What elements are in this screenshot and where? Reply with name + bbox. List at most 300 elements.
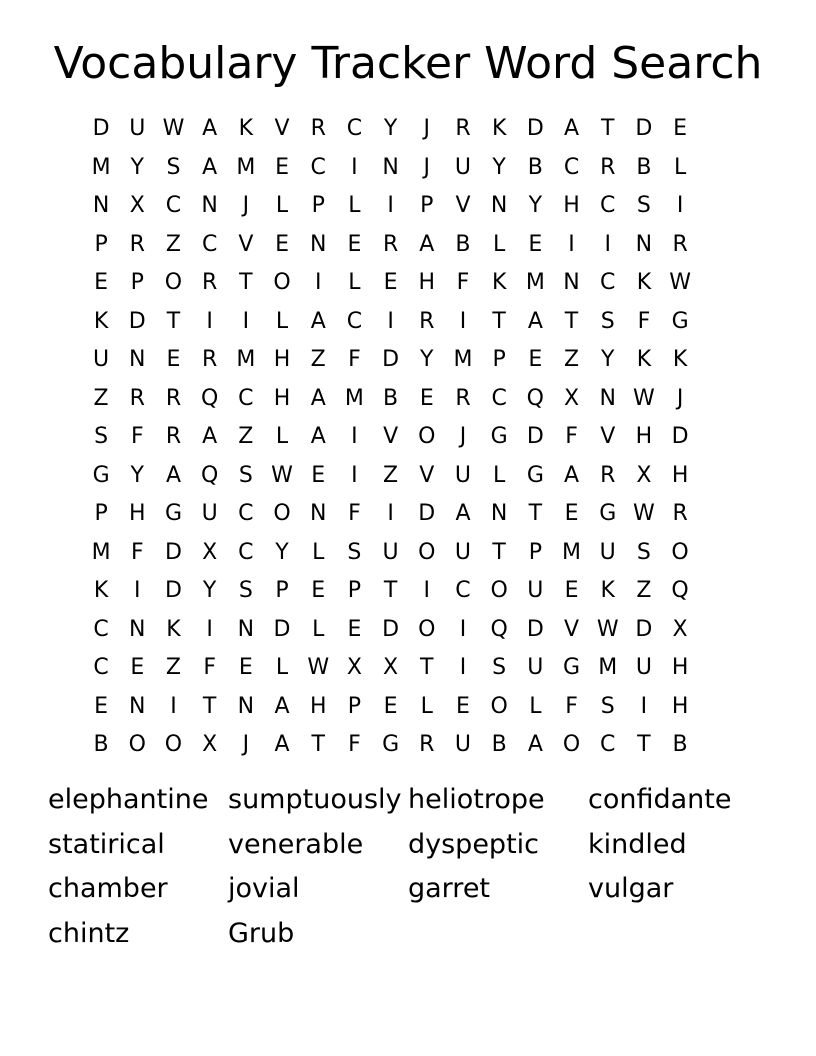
grid-letter: E <box>311 578 326 604</box>
grid-letter: R <box>202 270 218 296</box>
grid-letter: E <box>673 116 688 142</box>
grid-letter: P <box>492 347 506 373</box>
grid-letter: N <box>309 501 327 527</box>
grid-letter: K <box>238 116 254 142</box>
grid-letter: C <box>93 616 109 642</box>
grid-letter: A <box>310 385 326 411</box>
grid-letter: N <box>382 154 399 180</box>
grid-letter: A <box>274 732 290 758</box>
grid-letter: V <box>600 424 616 450</box>
grid-letter: A <box>527 308 543 334</box>
grid-letter: E <box>275 154 289 180</box>
grid-letter: J <box>676 385 684 411</box>
grid-letter: T <box>383 578 398 604</box>
grid-letter: P <box>275 578 289 604</box>
grid-letter: E <box>166 347 181 373</box>
grid-letter: D <box>128 308 146 334</box>
grid-letter: H <box>129 501 146 527</box>
grid-letter: U <box>93 347 110 373</box>
grid-letter: F <box>130 424 144 450</box>
grid-letter: D <box>382 347 400 373</box>
grid-letter: L <box>312 539 325 565</box>
word-list-item: Grub <box>228 917 295 949</box>
grid-letter: O <box>273 270 291 296</box>
grid-letter: T <box>600 116 615 142</box>
grid-letter: R <box>455 116 471 142</box>
grid-row <box>83 534 733 573</box>
grid-letter: S <box>238 578 253 604</box>
grid-letter: T <box>492 539 506 565</box>
grid-letter: N <box>129 616 146 642</box>
grid-letter: C <box>600 270 616 296</box>
grid-letter: I <box>387 308 394 334</box>
grid-letter: G <box>382 732 400 758</box>
grid-letter: E <box>456 693 470 719</box>
word-list-item: chamber <box>48 873 168 904</box>
grid-letter: Z <box>238 424 254 450</box>
grid-letter: I <box>387 193 394 219</box>
grid-letter: R <box>202 347 218 373</box>
word-list-item: chintz <box>48 917 130 949</box>
grid-letter: E <box>383 693 398 719</box>
grid-letter: I <box>459 308 467 334</box>
grid-letter: Y <box>600 347 615 373</box>
grid-letter: I <box>676 193 684 219</box>
grid-letter: C <box>600 193 616 219</box>
grid-letter: Y <box>383 116 398 142</box>
grid-letter: Y <box>492 154 506 180</box>
grid-letter: Z <box>383 462 399 488</box>
grid-letter: E <box>275 231 289 257</box>
grid-letter: L <box>529 693 542 719</box>
grid-letter: E <box>94 270 109 296</box>
grid-letter: X <box>383 655 399 681</box>
grid-letter: Z <box>563 347 580 373</box>
grid-letter: Z <box>165 655 181 681</box>
grid-letter: P <box>528 539 542 565</box>
grid-row <box>83 380 733 419</box>
grid-letter: U <box>635 655 652 681</box>
grid-letter: U <box>527 578 544 604</box>
grid-letter: T <box>564 308 579 334</box>
grid-letter: W <box>633 501 655 527</box>
grid-letter: W <box>633 385 655 411</box>
grid-letter: J <box>423 116 431 142</box>
grid-letter: E <box>347 616 362 642</box>
grid-letter: X <box>563 385 580 411</box>
grid-letter: P <box>94 231 108 257</box>
grid-letter: L <box>275 424 289 450</box>
grid-letter: A <box>564 462 580 488</box>
grid-row <box>83 495 733 534</box>
grid-letter: O <box>418 616 436 642</box>
grid-letter: I <box>459 616 467 642</box>
grid-letter: E <box>311 462 326 488</box>
grid-letter: B <box>93 732 109 758</box>
grid-letter: K <box>491 116 507 142</box>
grid-letter: C <box>310 154 326 180</box>
grid-letter: E <box>564 501 579 527</box>
word-list-item: sumptuously <box>228 784 402 815</box>
grid-letter: R <box>600 462 616 488</box>
grid-letter: C <box>600 732 616 758</box>
grid-letter: R <box>672 501 688 527</box>
grid-letter: O <box>562 732 581 758</box>
grid-letter: B <box>527 154 543 180</box>
grid-letter: A <box>165 462 181 488</box>
grid-letter: T <box>420 655 434 681</box>
grid-letter: M <box>344 385 364 411</box>
grid-letter: N <box>490 193 508 219</box>
grid-letter: D <box>164 578 182 604</box>
grid-letter: Y <box>202 578 217 604</box>
grid-letter: F <box>348 347 361 373</box>
grid-letter: M <box>91 539 111 565</box>
grid-letter: L <box>673 154 687 180</box>
grid-letter: D <box>635 116 653 142</box>
grid-letter: M <box>562 539 582 565</box>
grid-letter: I <box>134 578 141 604</box>
grid-letter: V <box>564 616 580 642</box>
grid-letter: E <box>383 270 398 296</box>
grid-letter: A <box>202 424 218 450</box>
grid-letter: H <box>418 270 436 296</box>
grid-letter: G <box>490 424 508 450</box>
grid-letter: T <box>637 732 651 758</box>
grid-letter: X <box>672 616 688 642</box>
grid-letter: E <box>564 578 579 604</box>
grid-letter: B <box>383 385 399 411</box>
grid-letter: D <box>526 424 544 450</box>
grid-letter: E <box>419 385 434 411</box>
grid-letter: A <box>310 424 326 450</box>
grid-letter: S <box>600 693 615 719</box>
grid-letter: V <box>238 231 254 257</box>
grid-row <box>83 649 733 688</box>
grid-letter: O <box>164 270 183 296</box>
grid-letter: R <box>455 385 471 411</box>
grid-letter: U <box>599 539 616 565</box>
grid-letter: C <box>563 154 580 180</box>
grid-letter: F <box>637 308 651 334</box>
grid-letter: P <box>130 270 144 296</box>
grid-letter: R <box>165 385 182 411</box>
grid-letter: G <box>526 462 544 488</box>
grid-letter: I <box>604 231 611 257</box>
grid-letter: C <box>238 539 254 565</box>
grid-letter: L <box>420 693 433 719</box>
grid-letter: R <box>419 308 435 334</box>
grid-letter: P <box>311 193 325 219</box>
grid-letter: T <box>239 270 253 296</box>
grid-letter: G <box>671 308 689 334</box>
grid-letter: P <box>347 578 362 604</box>
grid-letter: O <box>164 732 183 758</box>
grid-row <box>83 110 733 149</box>
grid-letter: Z <box>310 347 326 373</box>
grid-letter: J <box>423 154 431 180</box>
grid-letter: U <box>201 501 218 527</box>
grid-letter: I <box>640 693 648 719</box>
grid-letter: U <box>454 462 472 488</box>
grid-letter: Q <box>490 616 508 642</box>
grid-letter: U <box>527 655 544 681</box>
grid-letter: R <box>672 231 688 257</box>
grid-letter: J <box>242 732 250 758</box>
grid-letter: A <box>310 308 326 334</box>
grid-letter: L <box>275 308 289 334</box>
grid-letter: D <box>92 116 110 142</box>
grid-letter: I <box>351 424 358 450</box>
grid-letter: I <box>351 462 358 488</box>
word-list-item: statirical <box>48 828 165 860</box>
grid-letter: D <box>671 424 689 450</box>
grid-letter: C <box>238 501 254 527</box>
grid-letter: R <box>165 424 182 450</box>
grid-letter: U <box>454 154 472 180</box>
grid-row <box>83 303 733 342</box>
grid-letter: N <box>563 270 580 296</box>
grid-letter: N <box>237 616 255 642</box>
grid-letter: Z <box>165 231 181 257</box>
grid-letter: Q <box>200 385 219 411</box>
grid-letter: M <box>598 655 618 681</box>
grid-letter: R <box>419 732 435 758</box>
grid-letter: J <box>242 193 250 219</box>
grid-letter: X <box>129 193 145 219</box>
grid-letter: L <box>275 655 289 681</box>
grid-letter: Y <box>130 154 144 180</box>
grid-letter: S <box>166 154 181 180</box>
grid-row <box>83 341 733 380</box>
grid-letter: S <box>636 539 651 565</box>
grid-letter: O <box>490 578 508 604</box>
grid-letter: I <box>206 616 213 642</box>
word-list-item: dyspeptic <box>408 828 540 860</box>
grid-letter: T <box>492 308 506 334</box>
grid-letter: S <box>238 462 253 488</box>
grid-letter: B <box>491 732 507 758</box>
grid-letter: N <box>490 501 508 527</box>
word-list-item: garret <box>408 873 491 904</box>
word-list-item: vulgar <box>588 873 674 904</box>
grid-letter: D <box>418 501 436 527</box>
grid-letter: A <box>202 116 218 142</box>
grid-letter: I <box>242 308 250 334</box>
grid-letter: T <box>528 501 543 527</box>
grid-row <box>83 187 733 226</box>
grid-letter: S <box>636 193 651 219</box>
grid-letter: O <box>490 693 508 719</box>
page-title: Vocabulary Tracker Word Search <box>53 38 763 89</box>
grid-letter: I <box>170 693 177 719</box>
grid-letter: G <box>563 655 581 681</box>
grid-letter: K <box>636 347 652 373</box>
grid-letter: C <box>93 655 109 681</box>
grid-letter: H <box>635 424 653 450</box>
grid-letter: K <box>166 616 181 642</box>
grid-letter: U <box>454 732 472 758</box>
grid-letter: W <box>669 270 691 296</box>
grid-row <box>83 726 733 765</box>
grid-letter: L <box>348 270 361 296</box>
grid-letter: K <box>93 308 109 334</box>
grid-letter: R <box>129 385 145 411</box>
grid-letter: H <box>563 193 580 219</box>
grid-letter: O <box>418 539 436 565</box>
grid-letter: A <box>455 501 471 527</box>
grid-letter: M <box>91 154 111 180</box>
grid-letter: H <box>671 655 689 681</box>
grid-letter: M <box>525 270 545 296</box>
grid-letter: B <box>672 732 688 758</box>
grid-letter: J <box>459 424 467 450</box>
grid-letter: L <box>493 462 506 488</box>
grid-letter: R <box>310 116 326 142</box>
grid-letter: C <box>201 231 218 257</box>
grid-letter: I <box>351 154 358 180</box>
word-list-item: venerable <box>228 828 364 860</box>
grid-letter: H <box>671 462 689 488</box>
grid-letter: O <box>273 501 291 527</box>
grid-row <box>83 457 733 496</box>
grid-row <box>83 688 733 727</box>
grid-letter: R <box>600 154 616 180</box>
grid-letter: F <box>565 693 578 719</box>
grid-letter: H <box>309 693 327 719</box>
grid-letter: C <box>346 308 363 334</box>
grid-letter: N <box>129 347 146 373</box>
grid-letter: X <box>636 462 652 488</box>
grid-letter: Y <box>130 462 144 488</box>
grid-letter: A <box>564 116 580 142</box>
grid-letter: W <box>596 616 619 642</box>
grid-letter: C <box>165 193 182 219</box>
grid-letter: M <box>236 154 256 180</box>
grid-letter: K <box>93 578 109 604</box>
word-list <box>48 778 768 956</box>
grid-letter: B <box>636 154 652 180</box>
grid-letter: Q <box>200 462 219 488</box>
grid-letter: X <box>202 732 218 758</box>
grid-letter: X <box>202 539 218 565</box>
word-list-item: elephantine <box>48 784 209 815</box>
grid-letter: F <box>456 270 470 296</box>
grid-letter: I <box>568 231 575 257</box>
grid-letter: Y <box>528 193 543 219</box>
grid-letter: H <box>671 693 689 719</box>
grid-letter: E <box>238 655 253 681</box>
grid-letter: D <box>382 616 400 642</box>
grid-letter: C <box>455 578 471 604</box>
grid-letter: N <box>237 693 255 719</box>
grid-letter: D <box>273 616 291 642</box>
grid-letter: K <box>672 347 688 373</box>
grid-letter: D <box>526 116 544 142</box>
grid-letter: E <box>347 231 362 257</box>
grid-letter: T <box>202 693 217 719</box>
grid-letter: G <box>92 462 110 488</box>
grid-letter: U <box>454 539 472 565</box>
grid-letter: D <box>635 616 653 642</box>
grid-letter: Z <box>93 385 109 411</box>
grid-letter: S <box>600 308 615 334</box>
grid-letter: S <box>492 655 507 681</box>
grid-letter: O <box>671 539 689 565</box>
letter-grid <box>83 110 733 765</box>
grid-letter: K <box>491 270 507 296</box>
grid-letter: H <box>273 385 291 411</box>
grid-letter: A <box>202 154 218 180</box>
grid-letter: R <box>382 231 399 257</box>
grid-letter: N <box>129 693 146 719</box>
grid-letter: C <box>238 385 254 411</box>
grid-letter: N <box>92 193 110 219</box>
grid-letter: L <box>493 231 506 257</box>
grid-letter: V <box>419 462 435 488</box>
grid-letter: P <box>94 501 108 527</box>
grid-row <box>83 149 733 188</box>
grid-letter: W <box>271 462 293 488</box>
grid-letter: E <box>528 347 543 373</box>
grid-letter: C <box>346 116 363 142</box>
grid-letter: I <box>387 501 394 527</box>
grid-letter: X <box>346 655 362 681</box>
grid-letter: I <box>206 308 213 334</box>
word-list-item: heliotrope <box>408 784 545 815</box>
grid-letter: W <box>307 655 330 681</box>
grid-letter: N <box>635 231 653 257</box>
grid-letter: K <box>600 578 615 604</box>
grid-row <box>83 226 733 265</box>
grid-letter: E <box>130 655 145 681</box>
grid-letter: V <box>383 424 399 450</box>
grid-row <box>83 572 733 611</box>
grid-letter: G <box>164 501 182 527</box>
grid-letter: G <box>599 501 617 527</box>
grid-letter: F <box>348 732 361 758</box>
grid-letter: P <box>420 193 434 219</box>
grid-letter: N <box>599 385 616 411</box>
grid-letter: Y <box>420 347 434 373</box>
grid-letter: T <box>166 308 181 334</box>
grid-letter: N <box>309 231 327 257</box>
grid-row <box>83 611 733 650</box>
grid-letter: F <box>565 424 578 450</box>
grid-letter: K <box>636 270 652 296</box>
grid-row <box>83 264 733 303</box>
grid-letter: F <box>130 539 144 565</box>
grid-letter: Z <box>636 578 652 604</box>
grid-letter: T <box>311 732 325 758</box>
grid-letter: U <box>129 116 146 142</box>
grid-letter: Q <box>526 385 544 411</box>
grid-letter: I <box>459 655 467 681</box>
grid-letter: S <box>347 539 362 565</box>
grid-letter: E <box>528 231 543 257</box>
grid-letter: U <box>382 539 399 565</box>
grid-letter: P <box>347 693 362 719</box>
grid-letter: L <box>348 193 361 219</box>
grid-letter: I <box>314 270 322 296</box>
grid-letter: L <box>275 193 289 219</box>
grid-letter: H <box>273 347 291 373</box>
grid-letter: W <box>162 116 185 142</box>
grid-letter: A <box>274 693 290 719</box>
word-list-item: confidante <box>588 784 732 815</box>
grid-letter: R <box>129 231 145 257</box>
word-list-item: kindled <box>588 828 687 860</box>
